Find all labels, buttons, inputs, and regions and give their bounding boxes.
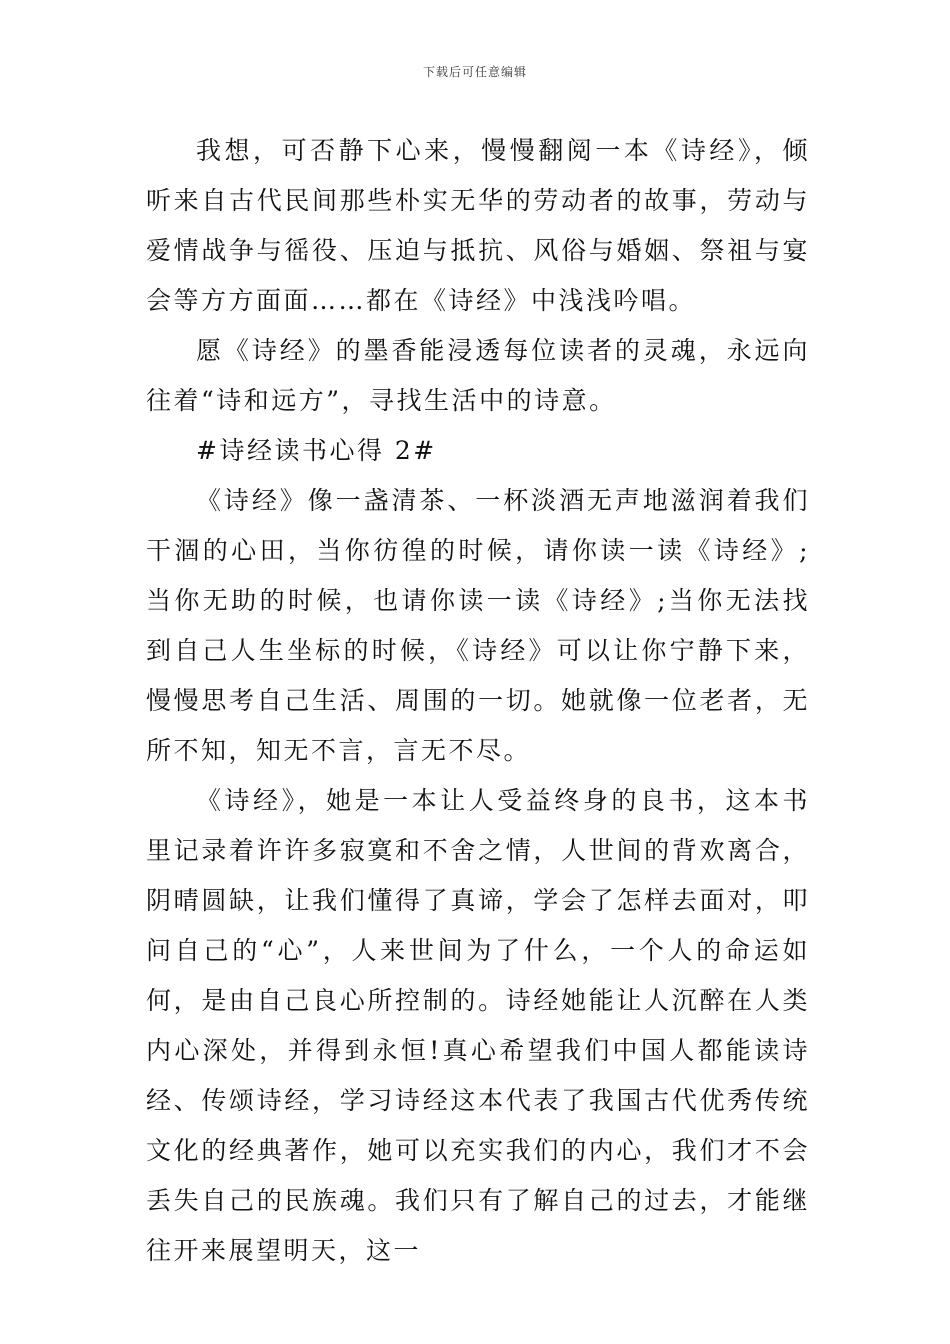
section-heading: #诗经读书心得 2# bbox=[196, 436, 437, 465]
document-body bbox=[146, 126, 810, 1276]
paragraph-good-book: 《诗经》，她是一本让人受益终身的良书，这本书里记录着许许多寂寞和不舍之情，人世间的背欢离合，阴晴圆缺，让我们懂得了真谛，学会了怎样去面对，叩问自己的“心”，人来世间为了什么，一个人的命运如何，是由自己良心所控制的。诗经她能让人沉醉在人类内心深处，并得到永恒!真心希望我们中国人都能读诗经、传颂诗经，学习诗经这本代表了我国古代优秀传统文化的经典著作，她可以充实我们的内心，我们才不会丢失自己的民族魂。我们只有了解自己的过去，才能继往开来展望明天，这一 bbox=[146, 786, 810, 1265]
page-header: 下载后可任意编辑 bbox=[422, 65, 527, 79]
paragraph-reflection: 我想，可否静下心来，慢慢翻阅一本《诗经》，倾听来自古代民间那些朴实无华的劳动者的故事，劳动与爱情战争与徭役、压迫与抵抗、风俗与婚姻、祭祖与宴会等方方面面……都在《诗经》中浅浅吟唱。 bbox=[146, 136, 810, 315]
paragraph-wish: 愿《诗经》的墨香能浸透每位读者的灵魂，永远向往着“诗和远方”，寻找生活中的诗意。 bbox=[146, 336, 810, 415]
paragraph-tea-metaphor: 《诗经》像一盏清茶、一杯淡酒无声地滋润着我们干涸的心田，当你彷徨的时候，请你读一读《诗经》;当你无助的时候，也请你读一读《诗经》;当你无法找到自己人生坐标的时候，《诗经》可以让你宁静下来，慢慢思考自己生活、周围的一切。她就像一位老者，无所不知，知无不言，言无不尽。 bbox=[146, 486, 810, 765]
